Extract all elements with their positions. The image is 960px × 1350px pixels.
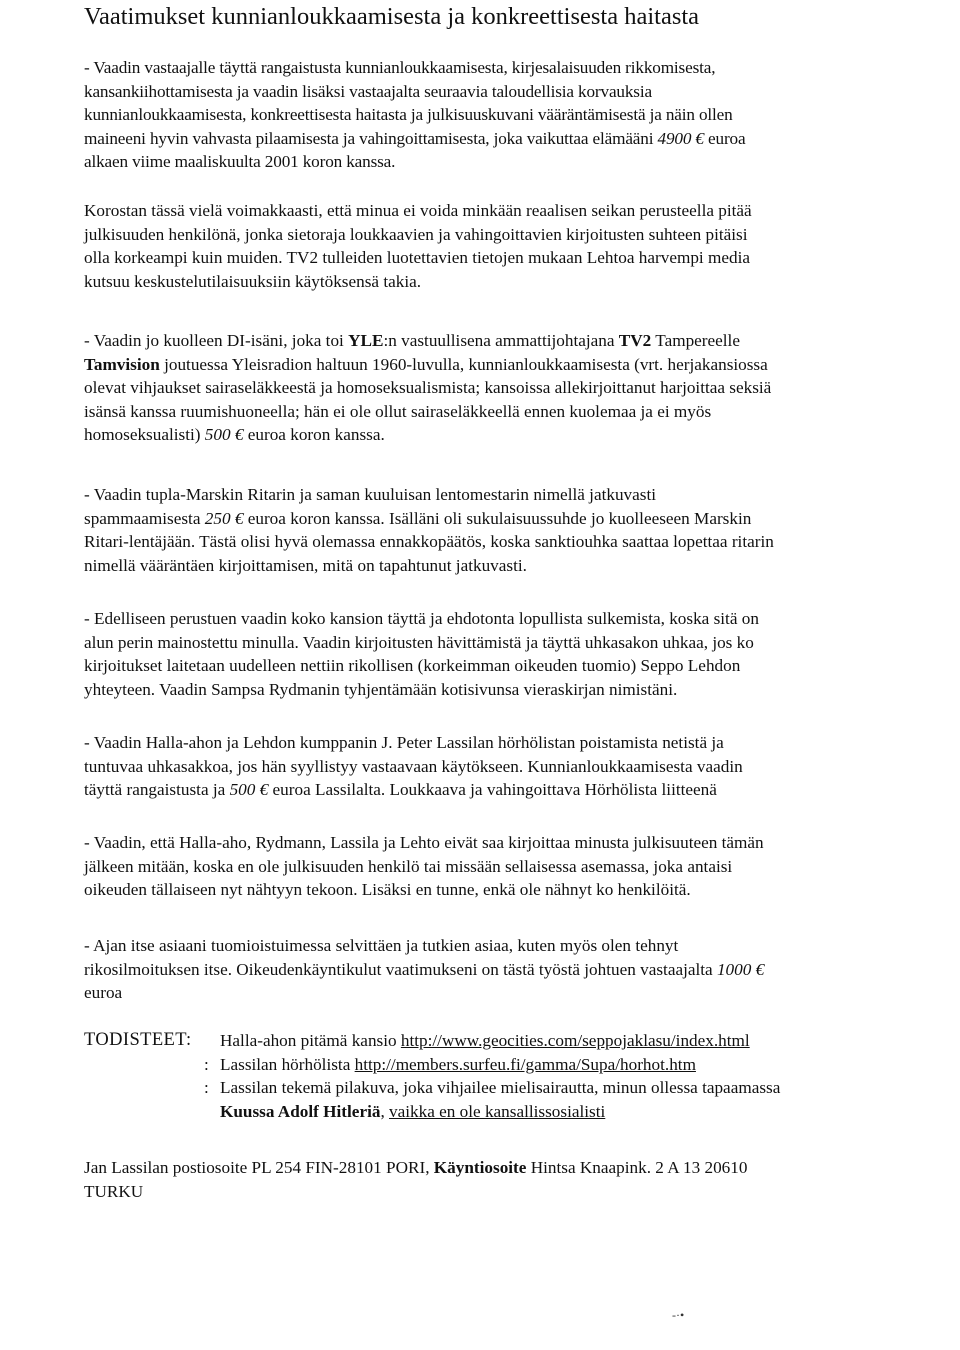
text-line: nimellä vääräntäen kirjoittamisen, mitä on tapahtunut jatkuvasti. [84, 555, 527, 575]
amount-value: 1000 € [716, 959, 765, 979]
text-line: kansankiihottamisesta ja vaadin lisäksi vastaajalta seuraavia taloudellisia korvauksia [84, 81, 652, 101]
evidence-row [84, 1029, 956, 1053]
amount-value: 500 € [204, 425, 244, 444]
text-segment: euroa koron kanssa. Isälläni oli sukulaisuussuhde jo kuolleeseen Marskin [243, 508, 752, 528]
bold-term: TV2 [618, 331, 652, 350]
bold-term: YLE [348, 331, 384, 350]
amount-value: 250 € [204, 508, 244, 528]
text-line [84, 127, 956, 151]
evidence-row [84, 1053, 956, 1077]
address-line [84, 1156, 956, 1180]
address-line: TURKU [84, 1181, 144, 1201]
text-line: olla korkeampi kuin muiden. TV2 tulleiden luotettavien tietojen mukaan Lehtoa harvempi media [84, 248, 750, 267]
text-segment: Tampereelle [651, 331, 740, 350]
text-line [84, 329, 956, 353]
text-line: julkisuuden henkilönä, jonka sietoraja loukkaavien ja vahingoittavien kirjoitusten suhteen pitäisi [84, 224, 748, 244]
text-line: euroa [84, 983, 123, 1002]
text-line: tuntuvaa uhkasakkoa, jos hän syyllistyy vastaavaan käytökseen. Kunnianloukkaamisesta vaadin [84, 756, 743, 776]
text-line: isänsä kanssa ruumishuoneella; hän ei ole ollut sairaseläkkeellä ennen kuolemaa ja ei myös [84, 401, 712, 421]
text-line: - Vaadin vastaajalle täyttä rangaistusta kunnianloukkaamisesta, kirjesalaisuuden rikkomisesta, [84, 58, 716, 77]
evidence-item [220, 1053, 696, 1077]
text-segment: rikosilmoituksen itse. Oikeudenkäyntikulut vaatimukseni on tästä työstä johtuen vastaajalta [84, 959, 717, 979]
text-line [84, 778, 956, 802]
evidence-row [84, 1100, 956, 1124]
scan-mark: -·• [672, 1308, 685, 1322]
text-line [84, 507, 956, 531]
bold-term: Käyntiosoite [433, 1158, 527, 1177]
address-footer [84, 1156, 956, 1203]
claim-paragraph-list [84, 731, 956, 802]
claim-paragraph-costs [84, 934, 956, 1005]
text-segment: euroa koron kanssa. [243, 425, 385, 444]
text-segment: spammaamisesta [84, 508, 205, 528]
claim-paragraph-folder [84, 607, 956, 701]
amount-value: 4900 € [657, 128, 704, 148]
text-segment: , [380, 1101, 390, 1121]
text-line: kutsuu keskustelutilaisuuksiin käytöksensä takia. [84, 271, 422, 291]
evidence-link-geocities[interactable]: http://www.geocities.com/seppojaklasu/index.html [400, 1031, 750, 1050]
text-line: alun perin mainostettu minulla. Vaadin kirjoitusten hävittämistä ja täyttä uhkasakon uhkaa, jos ko [84, 632, 754, 652]
text-line: - Edelliseen perustuen vaadin koko kansion täyttä ja ehdotonta lopullista sulkemista, koska sitä on [84, 609, 759, 628]
document-title: Vaatimukset kunnianloukkaamisesta ja konkreettisesta haitasta [84, 3, 700, 30]
text-line: olevat vihjaukset sairaseläkkeestä ja homoseksualismista; kansoissa allekirjoittanut harjoittaa seksiä [84, 378, 772, 397]
claim-paragraph-spamming [84, 483, 956, 577]
text-line: - Vaadin, että Halla-aho, Rydmann, Lassila ja Lehto eivät saa kirjoittaa minusta julkisuuteen tämän [84, 833, 764, 852]
text-line: - Vaadin tupla-Marskin Ritarin ja saman kuuluisan lentomestarin nimellä jatkuvasti [84, 485, 656, 504]
evidence-item [220, 1029, 750, 1053]
claim-paragraph-damages [84, 56, 956, 174]
evidence-underlined-text: vaikka en ole kansallissosialisti [389, 1101, 606, 1121]
text-segment: euroa [703, 128, 746, 148]
text-line: jälkeen mitään, koska en ole julkisuuden henkilö tai missään sellaisessa asemassa, joka antaisi [84, 856, 733, 876]
evidence-colon: : [204, 1078, 209, 1097]
text-line: oikeuden tällaiseen nyt nähtyyn tekoon. Lisäksi en tunne, enkä ole nähnyt ko henkilöitä. [84, 880, 691, 899]
text-segment: :n vastuullisena ammattijohtajana [383, 331, 619, 350]
text-segment: - Vaadin jo kuolleen DI-isäni, joka toi [84, 331, 349, 350]
text-line: - Ajan itse asiaani tuomioistuimessa selvittäen ja tutkien asiaa, kuten myös olen tehnyt [84, 936, 679, 955]
text-segment: maineeni hyvin vahvasta pilaamisesta ja vahingoittamisesta, joka vaikuttaa elämääni [84, 128, 658, 148]
text-segment: täyttä rangaistusta ja [84, 780, 230, 799]
text-line [84, 423, 956, 447]
text-segment: Hintsa Knaapink. 2 A 13 20610 [526, 1158, 748, 1177]
text-line: - Vaadin Halla-ahon ja Lehdon kumppanin J. Peter Lassilan hörhölistan poistamista netistä ja [84, 733, 724, 752]
text-line [84, 958, 956, 982]
text-segment: joutuessa Yleisradion haltuun 1960-luvulla, kunnianloukkaamisesta (vrt. herjakansiossa [159, 354, 768, 374]
claim-paragraph-father [84, 329, 956, 447]
bold-term: Tamvision [84, 354, 160, 374]
evidence-label: TODISTEET: [84, 1030, 192, 1050]
evidence-row [84, 1076, 956, 1100]
text-line: kunnianloukkaamisesta, konkreettisesta haitasta ja julkisuuskuvani vääräntämisestä ja näin ollen [84, 105, 733, 124]
evidence-link-surfeu[interactable]: http://members.surfeu.fi/gamma/Supa/horhot.htm [354, 1054, 696, 1074]
text-line [84, 353, 956, 377]
text-segment: Lassilan hörhölista [220, 1054, 355, 1074]
evidence-colon: : [204, 1054, 209, 1074]
evidence-item: Lassilan tekemä pilakuva, joka vihjailee mielisairautta, minun ollessa tapaamassa [220, 1078, 781, 1097]
text-line: alkaen viime maaliskuulta 2001 koron kanssa. [84, 152, 396, 171]
text-line: Ritari-lentäjään. Tästä olisi hyvä olemassa ennakkopäätös, koska sanktiouhka saattaa lopettaa ritarin [84, 532, 774, 551]
text-segment: homoseksualisti) [84, 425, 205, 444]
bold-term: Kuussa Adolf Hitleriä [220, 1101, 381, 1121]
claim-paragraph-publicity [84, 831, 956, 902]
text-line: Korostan tässä vielä voimakkaasti, että minua ei voida minkään reaalisen seikan perusteella pitää [84, 201, 752, 220]
amount-value: 500 € [229, 780, 269, 799]
text-segment: Halla-ahon pitämä kansio [220, 1031, 401, 1050]
evidence-section [84, 1029, 956, 1123]
evidence-item-continued [220, 1100, 605, 1124]
text-line: yhteyteen. Vaadin Sampsa Rydmanin tyhjentämään kotisivunsa vieraskirjan nimistäni. [84, 679, 678, 699]
emphasis-paragraph [84, 199, 956, 293]
text-line: kirjoitukset laitetaan uudelleen nettiin rikollisen (korkeimman oikeuden tuomio) Seppo Lehdon [84, 656, 741, 675]
text-segment: Jan Lassilan postiosoite PL 254 FIN-28101 PORI, [84, 1158, 434, 1177]
text-segment: euroa Lassilalta. Loukkaava ja vahingoittava Hörhölista liitteenä [268, 780, 717, 799]
